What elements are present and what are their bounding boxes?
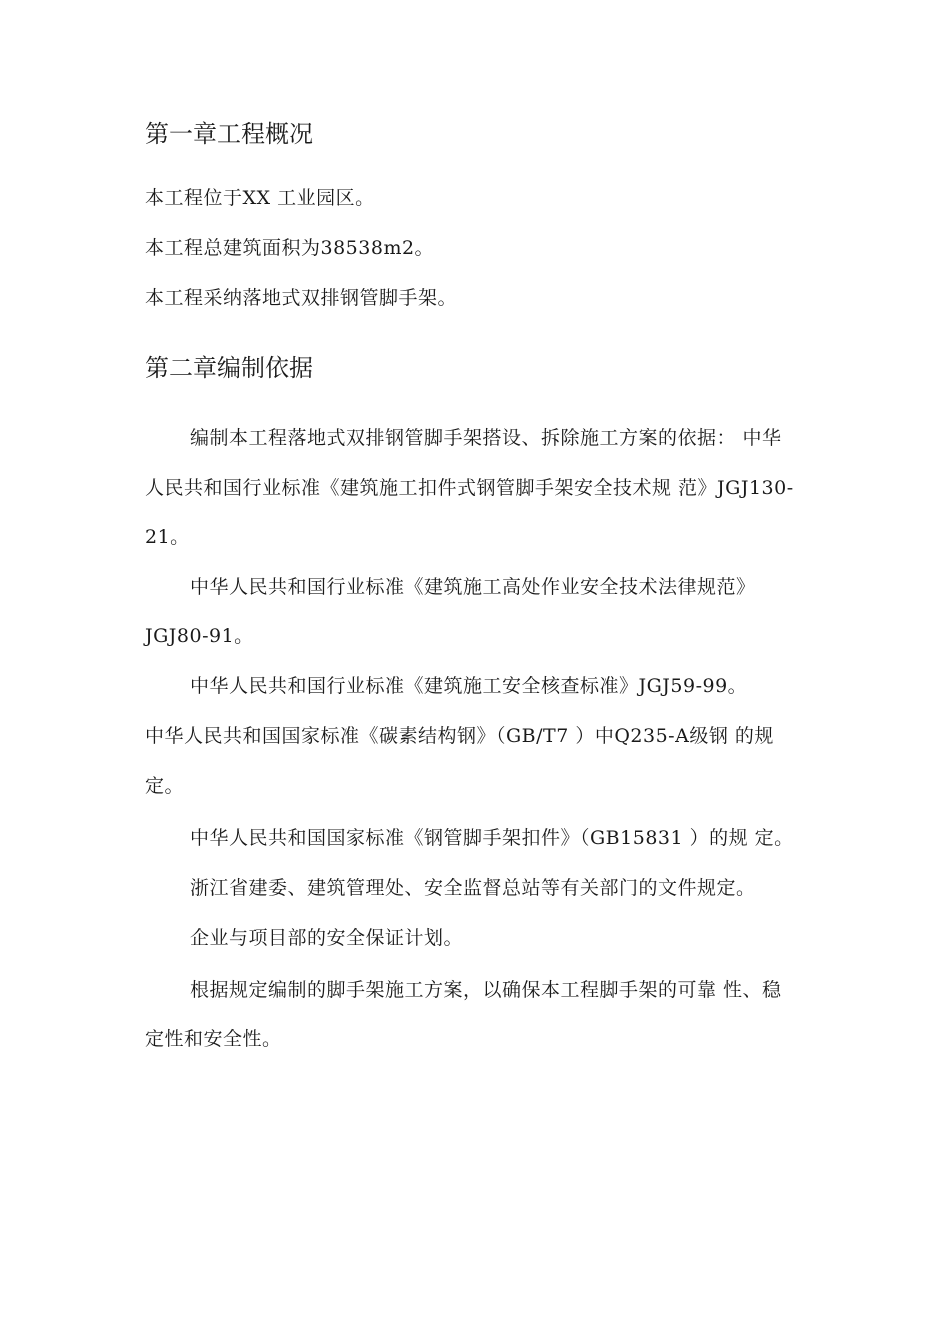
chapter-2-line: 人民共和国行业标准《建筑施工扣件式钢管脚手架安全技术规 范》JGJ130- [145,477,794,499]
chapter-2-line: JGJ80-91。 [145,625,254,647]
chapter-2-line: 企业与项目部的安全保证计划。 [190,927,464,949]
chapter-1-line-area: 本工程总建筑面积为38538m2。 [145,237,435,259]
chapter-1-line-scaffold: 本工程采纳落地式双排钢管脚手架。 [145,287,458,309]
chapter-2-line: 浙江省建委、建筑管理处、安全监督总站等有关部门的文件规定。 [190,877,756,899]
chapter-2-line: 根据规定编制的脚手架施工方案，以确保本工程脚手架的可靠 性、稳 [190,979,782,1001]
chapter-2-line: 中华人民共和国国家标准《碳素结构钢》（GB/T7 ）中Q235-A级钢 的规 [145,725,774,747]
chapter-1-line-location: 本工程位于XX 工业园区。 [145,187,375,209]
chapter-2-line: 中华人民共和国行业标准《建筑施工安全核查标准》JGJ59-99。 [190,675,748,697]
chapter-2-line: 中华人民共和国国家标准《钢管脚手架扣件》（GB15831 ）的规 定。 [190,827,794,849]
chapter-2-line: 定性和安全性。 [145,1028,282,1050]
chapter-2-line: 编制本工程落地式双排钢管脚手架搭设、拆除施工方案的依据： 中华 [190,427,782,449]
chapter-2-line: 定。 [145,775,185,797]
chapter-2-line: 21。 [145,526,190,548]
chapter-2-title: 第二章编制依据 [145,354,313,382]
chapter-1-title: 第一章工程概况 [145,120,313,148]
chapter-2-line: 中华人民共和国行业标准《建筑施工高处作业安全技术法律规范》 [190,576,756,598]
